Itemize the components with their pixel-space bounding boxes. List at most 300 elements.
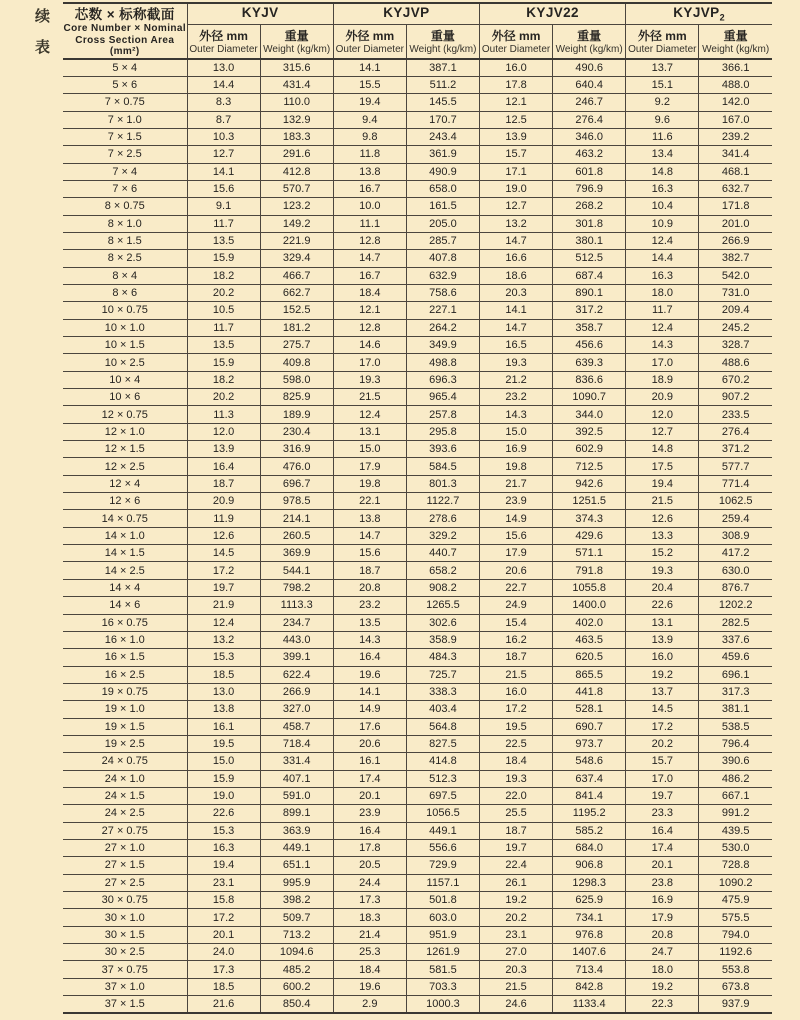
- value-cell: 601.8: [553, 163, 626, 180]
- value-cell: 15.4: [480, 614, 553, 631]
- continued-table-label: [35, 5, 50, 57]
- value-cell: 12.5: [480, 111, 553, 128]
- value-cell: 14.1: [333, 59, 406, 77]
- value-cell: 713.2: [260, 926, 333, 943]
- value-cell: 230.4: [260, 423, 333, 440]
- value-cell: 696.1: [699, 666, 772, 683]
- value-cell: 361.9: [406, 146, 479, 163]
- table-row: [63, 996, 772, 1014]
- value-cell: 14.6: [333, 337, 406, 354]
- value-cell: 390.6: [699, 753, 772, 770]
- value-cell: 468.1: [699, 163, 772, 180]
- value-cell: 899.1: [260, 805, 333, 822]
- value-cell: 14.3: [626, 337, 699, 354]
- group-label: KYJVP: [673, 5, 720, 21]
- value-cell: 13.4: [626, 146, 699, 163]
- value-cell: 19.2: [480, 892, 553, 909]
- value-cell: 12.0: [626, 406, 699, 423]
- row-label-header-en1: Core Number × Nominal: [63, 23, 187, 34]
- value-cell: 380.1: [553, 232, 626, 249]
- value-cell: 214.1: [260, 510, 333, 527]
- value-cell: 951.9: [406, 926, 479, 943]
- value-cell: 13.2: [480, 215, 553, 232]
- value-cell: 329.4: [260, 250, 333, 267]
- value-cell: 19.4: [187, 857, 260, 874]
- value-cell: 161.5: [406, 198, 479, 215]
- table-row: [63, 545, 772, 562]
- value-cell: 713.4: [553, 961, 626, 978]
- value-cell: 528.1: [553, 701, 626, 718]
- value-cell: 1407.6: [553, 944, 626, 961]
- value-cell: 14.7: [333, 250, 406, 267]
- value-cell: 13.8: [333, 163, 406, 180]
- value-cell: 317.2: [553, 302, 626, 319]
- value-cell: 14.9: [480, 510, 553, 527]
- value-cell: 21.5: [333, 389, 406, 406]
- value-cell: 328.7: [699, 337, 772, 354]
- value-cell: 16.2: [480, 631, 553, 648]
- value-cell: 266.9: [699, 232, 772, 249]
- value-cell: 718.4: [260, 735, 333, 752]
- row-label-cell: 30 × 1.5: [63, 926, 187, 943]
- value-cell: 17.3: [333, 892, 406, 909]
- value-cell: 20.9: [626, 389, 699, 406]
- row-label-cell: 5 × 6: [63, 76, 187, 93]
- value-cell: 14.3: [480, 406, 553, 423]
- value-cell: 344.0: [553, 406, 626, 423]
- value-cell: 16.7: [333, 180, 406, 197]
- row-label-cell: 7 × 1.0: [63, 111, 187, 128]
- table-row: [63, 787, 772, 804]
- value-cell: 13.5: [187, 232, 260, 249]
- subheader-diameter-4: [626, 25, 699, 59]
- value-cell: 14.1: [187, 163, 260, 180]
- value-cell: 509.7: [260, 909, 333, 926]
- value-cell: 20.5: [333, 857, 406, 874]
- row-label-cell: 27 × 1.5: [63, 857, 187, 874]
- row-label-cell: 12 × 1.0: [63, 423, 187, 440]
- value-cell: 1195.2: [553, 805, 626, 822]
- value-cell: 20.2: [626, 735, 699, 752]
- subheader-en: Weight (kg/km): [702, 43, 770, 55]
- value-cell: 14.7: [480, 319, 553, 336]
- value-cell: 544.1: [260, 562, 333, 579]
- table-row: [63, 163, 772, 180]
- value-cell: 12.4: [333, 406, 406, 423]
- value-cell: 17.4: [333, 770, 406, 787]
- row-label-cell: 16 × 1.0: [63, 631, 187, 648]
- value-cell: 295.8: [406, 423, 479, 440]
- value-cell: 22.3: [626, 996, 699, 1014]
- row-label-cell: 24 × 0.75: [63, 753, 187, 770]
- value-cell: 476.0: [260, 458, 333, 475]
- value-cell: 488.6: [699, 354, 772, 371]
- value-cell: 15.3: [187, 822, 260, 839]
- group-header-row: [63, 3, 772, 25]
- value-cell: 890.1: [553, 284, 626, 301]
- value-cell: 794.0: [699, 926, 772, 943]
- group-header-kyjvp2: [626, 3, 772, 25]
- value-cell: 585.2: [553, 822, 626, 839]
- row-label-cell: 24 × 1.0: [63, 770, 187, 787]
- value-cell: 841.4: [553, 787, 626, 804]
- value-cell: 20.8: [626, 926, 699, 943]
- group-header-kyjvp: [333, 3, 479, 25]
- value-cell: 392.5: [553, 423, 626, 440]
- value-cell: 577.7: [699, 458, 772, 475]
- value-cell: 19.3: [480, 354, 553, 371]
- value-cell: 1090.2: [699, 874, 772, 891]
- value-cell: 398.2: [260, 892, 333, 909]
- value-cell: 149.2: [260, 215, 333, 232]
- value-cell: 317.3: [699, 683, 772, 700]
- value-cell: 23.2: [480, 389, 553, 406]
- value-cell: 260.5: [260, 527, 333, 544]
- subheader-zh: 外径 mm: [345, 28, 395, 43]
- value-cell: 501.8: [406, 892, 479, 909]
- cable-spec-table: [63, 2, 772, 1014]
- value-cell: 417.2: [699, 545, 772, 562]
- value-cell: 142.0: [699, 94, 772, 111]
- subheader-zh: 重量: [723, 28, 748, 43]
- value-cell: 371.2: [699, 441, 772, 458]
- value-cell: 23.1: [187, 874, 260, 891]
- value-cell: 18.0: [626, 284, 699, 301]
- value-cell: 227.1: [406, 302, 479, 319]
- value-cell: 639.3: [553, 354, 626, 371]
- value-cell: 475.9: [699, 892, 772, 909]
- value-cell: 458.7: [260, 718, 333, 735]
- value-cell: 965.4: [406, 389, 479, 406]
- row-label-cell: 10 × 1.5: [63, 337, 187, 354]
- value-cell: 662.7: [260, 284, 333, 301]
- value-cell: 17.1: [480, 163, 553, 180]
- table-row: [63, 198, 772, 215]
- value-cell: 21.6: [187, 996, 260, 1014]
- value-cell: 266.9: [260, 683, 333, 700]
- value-cell: 1265.5: [406, 597, 479, 614]
- value-cell: 10.0: [333, 198, 406, 215]
- value-cell: 1056.5: [406, 805, 479, 822]
- value-cell: 11.8: [333, 146, 406, 163]
- value-cell: 16.4: [187, 458, 260, 475]
- value-cell: 18.3: [333, 909, 406, 926]
- subheader-zh: 重量: [577, 28, 602, 43]
- value-cell: 16.4: [333, 649, 406, 666]
- value-cell: 8.3: [187, 94, 260, 111]
- value-cell: 21.2: [480, 371, 553, 388]
- table-row: [63, 493, 772, 510]
- value-cell: 600.2: [260, 978, 333, 995]
- value-cell: 403.4: [406, 701, 479, 718]
- value-cell: 13.7: [626, 683, 699, 700]
- value-cell: 13.9: [626, 631, 699, 648]
- value-cell: 14.5: [626, 701, 699, 718]
- value-cell: 973.7: [553, 735, 626, 752]
- value-cell: 24.6: [480, 996, 553, 1014]
- value-cell: 181.2: [260, 319, 333, 336]
- table-header: [63, 3, 772, 59]
- value-cell: 14.3: [333, 631, 406, 648]
- value-cell: 19.0: [480, 180, 553, 197]
- value-cell: 16.6: [480, 250, 553, 267]
- value-cell: 734.1: [553, 909, 626, 926]
- value-cell: 796.4: [699, 735, 772, 752]
- value-cell: 19.5: [480, 718, 553, 735]
- value-cell: 358.7: [553, 319, 626, 336]
- value-cell: 684.0: [553, 839, 626, 856]
- value-cell: 827.5: [406, 735, 479, 752]
- value-cell: 26.1: [480, 874, 553, 891]
- table-row: [63, 944, 772, 961]
- row-label-cell: 8 × 6: [63, 284, 187, 301]
- subheader-zh: 外径 mm: [491, 28, 541, 43]
- value-cell: 564.8: [406, 718, 479, 735]
- value-cell: 449.1: [406, 822, 479, 839]
- value-cell: 978.5: [260, 493, 333, 510]
- value-cell: 23.2: [333, 597, 406, 614]
- subheader-zh: 重量: [430, 28, 455, 43]
- value-cell: 23.8: [626, 874, 699, 891]
- value-cell: 19.7: [626, 787, 699, 804]
- value-cell: 20.1: [333, 787, 406, 804]
- value-cell: 703.3: [406, 978, 479, 995]
- value-cell: 637.4: [553, 770, 626, 787]
- value-cell: 18.4: [333, 961, 406, 978]
- value-cell: 1000.3: [406, 996, 479, 1014]
- table-row: [63, 631, 772, 648]
- subheader-weight-2: [406, 25, 479, 59]
- value-cell: 264.2: [406, 319, 479, 336]
- value-cell: 18.4: [333, 284, 406, 301]
- row-label-cell: 14 × 6: [63, 597, 187, 614]
- value-cell: 24.7: [626, 944, 699, 961]
- value-cell: 511.2: [406, 76, 479, 93]
- value-cell: 10.5: [187, 302, 260, 319]
- value-cell: 13.3: [626, 527, 699, 544]
- value-cell: 24.4: [333, 874, 406, 891]
- value-cell: 20.1: [626, 857, 699, 874]
- value-cell: 13.8: [187, 701, 260, 718]
- subheader-weight-1: [260, 25, 333, 59]
- group-label: KYJVP: [383, 5, 430, 21]
- value-cell: 570.7: [260, 180, 333, 197]
- value-cell: 25.3: [333, 944, 406, 961]
- row-label-header-zh: 芯数 × 标称截面: [74, 7, 175, 22]
- value-cell: 16.0: [480, 683, 553, 700]
- subheader-en: Outer Diameter: [335, 43, 404, 55]
- value-cell: 19.6: [333, 978, 406, 995]
- row-label-cell: 19 × 1.5: [63, 718, 187, 735]
- row-label-cell: 8 × 1.5: [63, 232, 187, 249]
- value-cell: 13.5: [187, 337, 260, 354]
- value-cell: 22.6: [187, 805, 260, 822]
- value-cell: 201.0: [699, 215, 772, 232]
- value-cell: 275.7: [260, 337, 333, 354]
- value-cell: 658.2: [406, 562, 479, 579]
- value-cell: 132.9: [260, 111, 333, 128]
- value-cell: 12.6: [187, 527, 260, 544]
- value-cell: 687.4: [553, 267, 626, 284]
- row-label-cell: 10 × 1.0: [63, 319, 187, 336]
- value-cell: 17.2: [626, 718, 699, 735]
- value-cell: 369.9: [260, 545, 333, 562]
- value-cell: 19.3: [626, 562, 699, 579]
- value-cell: 21.7: [480, 475, 553, 492]
- value-cell: 14.4: [626, 250, 699, 267]
- value-cell: 488.0: [699, 76, 772, 93]
- value-cell: 22.7: [480, 579, 553, 596]
- value-cell: 17.2: [480, 701, 553, 718]
- value-cell: 20.9: [187, 493, 260, 510]
- group-header-kyjv22: [480, 3, 626, 25]
- value-cell: 327.0: [260, 701, 333, 718]
- table-row: [63, 892, 772, 909]
- row-label-cell: 12 × 1.5: [63, 441, 187, 458]
- value-cell: 21.5: [480, 666, 553, 683]
- value-cell: 459.6: [699, 649, 772, 666]
- value-cell: 19.0: [187, 787, 260, 804]
- value-cell: 393.6: [406, 441, 479, 458]
- value-cell: 798.2: [260, 579, 333, 596]
- value-cell: 22.0: [480, 787, 553, 804]
- table-row: [63, 926, 772, 943]
- table-row: [63, 146, 772, 163]
- group-label: KYJV22: [526, 5, 579, 21]
- value-cell: 19.3: [333, 371, 406, 388]
- value-cell: 16.9: [480, 441, 553, 458]
- value-cell: 17.3: [187, 961, 260, 978]
- value-cell: 1251.5: [553, 493, 626, 510]
- value-cell: 20.2: [187, 389, 260, 406]
- value-cell: 13.9: [480, 128, 553, 145]
- value-cell: 20.3: [480, 284, 553, 301]
- value-cell: 9.1: [187, 198, 260, 215]
- table-row: [63, 666, 772, 683]
- value-cell: 976.8: [553, 926, 626, 943]
- value-cell: 18.5: [187, 978, 260, 995]
- row-label-cell: 12 × 4: [63, 475, 187, 492]
- row-label-cell: 19 × 0.75: [63, 683, 187, 700]
- row-label-cell: 5 × 4: [63, 59, 187, 77]
- value-cell: 801.3: [406, 475, 479, 492]
- value-cell: 19.7: [480, 839, 553, 856]
- value-cell: 15.5: [333, 76, 406, 93]
- value-cell: 620.5: [553, 649, 626, 666]
- value-cell: 484.3: [406, 649, 479, 666]
- value-cell: 658.0: [406, 180, 479, 197]
- value-cell: 771.4: [699, 475, 772, 492]
- value-cell: 17.0: [626, 354, 699, 371]
- value-cell: 1122.7: [406, 493, 479, 510]
- value-cell: 16.3: [626, 267, 699, 284]
- table-row: [63, 354, 772, 371]
- value-cell: 205.0: [406, 215, 479, 232]
- value-cell: 19.5: [187, 735, 260, 752]
- table-row: [63, 961, 772, 978]
- value-cell: 584.5: [406, 458, 479, 475]
- value-cell: 10.9: [626, 215, 699, 232]
- value-cell: 17.5: [626, 458, 699, 475]
- value-cell: 630.0: [699, 562, 772, 579]
- value-cell: 11.1: [333, 215, 406, 232]
- value-cell: 15.0: [333, 441, 406, 458]
- subheader-zh: 外径 mm: [199, 28, 248, 43]
- value-cell: 15.6: [187, 180, 260, 197]
- value-cell: 15.0: [187, 753, 260, 770]
- value-cell: 341.4: [699, 146, 772, 163]
- value-cell: 409.8: [260, 354, 333, 371]
- value-cell: 758.6: [406, 284, 479, 301]
- value-cell: 11.9: [187, 510, 260, 527]
- subheader-diameter-3: [480, 25, 553, 59]
- row-label-cell: 30 × 2.5: [63, 944, 187, 961]
- table-row: [63, 232, 772, 249]
- table-row: [63, 805, 772, 822]
- value-cell: 399.1: [260, 649, 333, 666]
- value-cell: 591.0: [260, 787, 333, 804]
- value-cell: 171.8: [699, 198, 772, 215]
- subheader-en: Weight (kg/km): [555, 43, 623, 55]
- value-cell: 170.7: [406, 111, 479, 128]
- value-cell: 486.2: [699, 770, 772, 787]
- value-cell: 991.2: [699, 805, 772, 822]
- value-cell: 530.0: [699, 839, 772, 856]
- value-cell: 12.8: [333, 232, 406, 249]
- value-cell: 15.6: [333, 545, 406, 562]
- table-row: [63, 180, 772, 197]
- value-cell: 12.7: [480, 198, 553, 215]
- row-label-cell: 8 × 4: [63, 267, 187, 284]
- table-row: [63, 527, 772, 544]
- value-cell: 850.4: [260, 996, 333, 1014]
- value-cell: 12.7: [626, 423, 699, 440]
- value-cell: 19.4: [626, 475, 699, 492]
- value-cell: 556.6: [406, 839, 479, 856]
- value-cell: 456.6: [553, 337, 626, 354]
- row-label-cell: 7 × 0.75: [63, 94, 187, 111]
- value-cell: 728.8: [699, 857, 772, 874]
- value-cell: 268.2: [553, 198, 626, 215]
- table-row: [63, 371, 772, 388]
- value-cell: 17.8: [333, 839, 406, 856]
- subheader-en: Outer Diameter: [481, 43, 551, 55]
- value-cell: 1400.0: [553, 597, 626, 614]
- value-cell: 291.6: [260, 146, 333, 163]
- value-cell: 12.4: [187, 614, 260, 631]
- row-label-cell: 10 × 4: [63, 371, 187, 388]
- value-cell: 246.7: [553, 94, 626, 111]
- value-cell: 23.9: [333, 805, 406, 822]
- value-cell: 842.8: [553, 978, 626, 995]
- value-cell: 21.9: [187, 597, 260, 614]
- table-row: [63, 215, 772, 232]
- value-cell: 18.7: [187, 475, 260, 492]
- value-cell: 490.6: [553, 59, 626, 77]
- value-cell: 729.9: [406, 857, 479, 874]
- value-cell: 23.9: [480, 493, 553, 510]
- value-cell: 906.8: [553, 857, 626, 874]
- value-cell: 23.1: [480, 926, 553, 943]
- value-cell: 15.9: [187, 354, 260, 371]
- value-cell: 387.1: [406, 59, 479, 77]
- value-cell: 439.5: [699, 822, 772, 839]
- value-cell: 2.9: [333, 996, 406, 1014]
- value-cell: 20.2: [187, 284, 260, 301]
- table-row: [63, 701, 772, 718]
- value-cell: 17.0: [333, 354, 406, 371]
- value-cell: 14.8: [626, 441, 699, 458]
